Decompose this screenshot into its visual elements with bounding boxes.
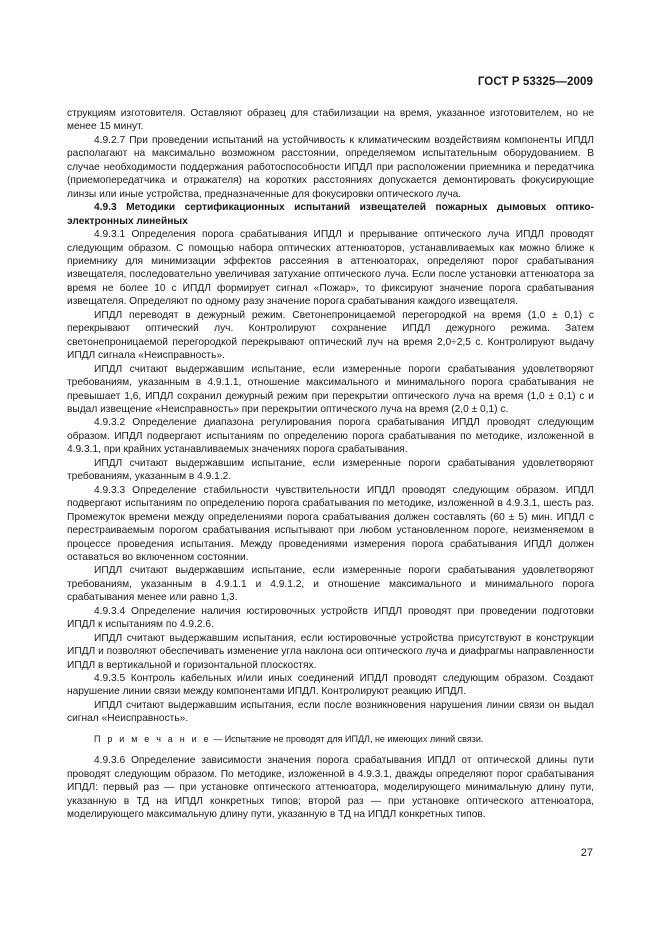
body-text bbox=[67, 107, 594, 822]
paragraph: 4.9.2.7 При проведении испытаний на устойчивость к климатическим воздействиям компоненты ИПДЛ располагают на максимально возможном расстоянии, определяемом испытательным оборудованием. В случае необходимости поддержания работоспособности ИПДЛ при расположении приемника и передатчика (приемопередатчика и отражателя) на коротких расстояниях допускается демонтировать фокусирующие линзы или иные устройства, предназначенные для фокусировки оптического луча. bbox=[67, 134, 594, 200]
paragraph: ИПДЛ считают выдержавшим испытания, если юстировочные устройства присутствуют в конструкции ИПДЛ и позволяют обеспечивать изменение угла наклона оси оптического луча и диафрагмы направленности ИПДЛ в вертикальной и горизонтальной плоскостях. bbox=[67, 632, 594, 671]
paragraph: ИПДЛ считают выдержавшим испытание, если измеренные пороги срабатывания удовлетворяют требованиям, указанным в 4.9.1.2. bbox=[67, 457, 594, 483]
paragraph: струкциям изготовителя. Оставляют образец для стабилизации на время, указанное изготовителем, но не менее 15 минут. bbox=[67, 108, 594, 133]
paragraph: ИПДЛ считают выдержавшим испытание, если измеренные пороги срабатывания удовлетворяют требованиям, указанным в 4.9.1.1, отношение максимального и минимального порога срабатывания не превышает 1,6, ИПДЛ сохранил дежурный режим при перекрытии оптического луча на время (1,0 ± 0,1) с и выдал извещение «Неисправность» при перекрытии оптического луча на время (2,0 ± 0,1) с. bbox=[67, 363, 594, 415]
paragraph: 4.9.3.5 Контроль кабельных и/или иных соединений ИПДЛ проводят следующим образом. Создают нарушение линии связи между компонентами ИПДЛ. Контролируют реакцию ИПДЛ. bbox=[67, 673, 594, 698]
paragraph: 4.9.3.2 Определение диапазона регулирования порога срабатывания ИПДЛ проводят следующим образом. ИПДЛ подвергают испытаниям по определению порога срабатывания по методике, изложенной в 4.9.3.1, при крайних устанавливаемых значениях порога срабатывания. bbox=[67, 417, 594, 456]
paragraph: 4.9.3.4 Определение наличия юстировочных устройств ИПДЛ проводят при проведении подготовки ИПДЛ к испытаниям по 4.9.2.6. bbox=[67, 605, 594, 631]
paragraph: 4.9.3.6 Определение зависимости значения порога срабатывания ИПДЛ от оптической длины пути проводят следующим образом. По методике, изложенной в 4.9.3.1, дважды определяют порог срабатывания ИПДЛ: первый раз — при установке оптического аттенюатора, моделирующего минимальную длину пути, указанную в ТД на ИПДЛ конкретных типов; второй раз — при установке оптического аттенюатора, моделирующего максимальную длину пути, указанную в ТД на ИПДЛ конкретных типов. bbox=[67, 755, 594, 821]
note-text: — Испытание не проводят для ИПДЛ, не имеющих линий связи. bbox=[210, 733, 484, 744]
paragraph: ИПДЛ считают выдержавшим испытание, если измеренные пороги срабатывания удовлетворяют требованиям, указанным в 4.9.1.1 и 4.9.1.2, и отношение максимального и минимального порога срабатывания менее или равно 1,3. bbox=[67, 565, 594, 604]
page-number: 27 bbox=[580, 847, 593, 859]
standard-header: ГОСТ Р 53325—2009 bbox=[477, 76, 593, 88]
paragraph: ИПДЛ переводят в дежурный режим. Светонепроницаемой перегородкой на время (1,0 ± 0,1) с перекрывают оптический луч. Контролируют сохранение ИПДЛ дежурного режима. Затем светонепроницаемой перегородкой перекрывают оптический луч на время 2,0÷2,5 с. Контролируют выдачу ИПДЛ сигнала «Неисправность». bbox=[67, 309, 594, 362]
paragraph: 4.9.3.3 Определение стабильности чувствительности ИПДЛ проводят следующим образом. ИПДЛ подвергают испытаниям по определению порога срабатывания по методике, изложенной в 4.9.3.1, шесть раз. Промежуток времени между определениями порога срабатывания должен составлять (60 ± 5) мин. ИПДЛ с перестраиваемым порогом срабатывания испытывают при любом установленном пороге, неизменяемом в процессе проведения испытания. Между проведениями измерения порога срабатывания ИПДЛ должен оставаться во включенном состоянии. bbox=[67, 484, 594, 563]
note bbox=[67, 733, 594, 746]
paragraph: ИПДЛ считают выдержавшим испытания, если после возникновения нарушения линии связи он выдал сигнал «Неисправность». bbox=[67, 699, 594, 725]
note-label: П р и м е ч а н и е bbox=[94, 733, 211, 744]
paragraph: 4.9.3.1 Определения порога срабатывания ИПДЛ и прерывание оптического луча ИПДЛ проводят следующим образом. С помощью набора оптических аттенюаторов, устанавливаемых как можно ближе к приемнику для минимизации эффектов рассеяния в аттенюаторах, определяют порог срабатывания извещателя, последовательно увеличивая затухание оптического луча. Если после установки аттенюатора за время не более 10 с ИПДЛ формирует сигнал «Пожар», то фиксируют значение порога срабатывания извещателя. Определяют по одному разу значение порога срабатывания каждого извещателя. bbox=[67, 229, 594, 308]
section-heading: 4.9.3 Методики сертификационных испытаний извещателей пожарных дымовых оптико-электронных линейных bbox=[67, 202, 594, 227]
